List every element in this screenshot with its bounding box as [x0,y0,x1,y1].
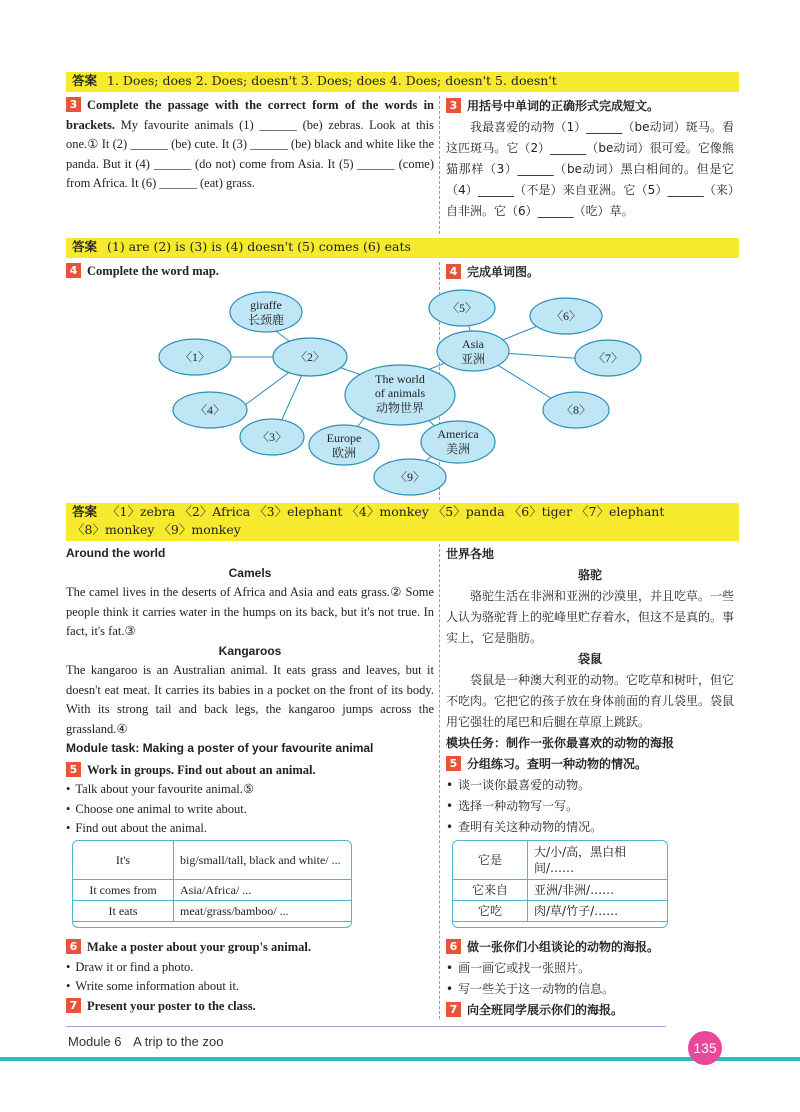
ex3-passage: My favourite animals (1) ______ (be) zebras. Look at this one.① It (2) ______ (be) cute. It (3) ______ (be) black and white like the panda. But it (4) ______ (do not) come from Asia. It (5) ______ (come) from Africa. It (6) ______ (eat) grass. [66,117,435,190]
ex4-cn [446,262,734,283]
table-cell: It comes from [73,880,174,901]
ex5-item-cn: • 谈一谈你最喜爱的动物。 [446,775,734,796]
ex6-list [66,958,434,997]
label-america-cn: 美洲 [445,442,471,456]
camels-title: Camels [228,565,272,580]
answer-label: 答案 [72,73,98,88]
label-europe-cn: 欧洲 [331,446,357,460]
ex5-list [66,780,434,839]
label-8: 〈8〉 [560,403,592,417]
table-cell: It's [73,841,174,880]
footer-band [0,1057,800,1061]
ex6-cn [446,937,734,1021]
ex5-item: • Talk about your favourite animal.⑤ [66,780,434,800]
ex6-title-cn: 做一张你们小组谈论的动物的海报。 [467,940,660,954]
table-cell: meat/grass/bamboo/ ... [174,901,352,922]
label-9: 〈9〉 [394,470,426,484]
ex5-number-cn: 5 [446,756,461,771]
ex5-table-cn [452,840,668,928]
ex3-passage-cn: 我最喜爱的动物（1）______（be动词）斑马。看这匹斑马。它（2）______（be动词）很可爱。它像熊猫那样（3）______（be动词）黑白相间的。但是它（4）______（不是）来自亚洲。它（5）______（来）自非洲。它（6）______（吃）草。 [446,120,734,218]
label-center-cn: 动物世界 [375,401,425,415]
reading-heading: Around the world [66,546,166,560]
answer-bar-2 [66,238,739,258]
ex5-item: • Choose one animal to write about. [66,800,434,820]
ex6-item-cn: • 写一些关于这一动物的信息。 [446,979,734,1000]
table-cell: 肉/草/竹子/…… [528,901,668,922]
ex5-item-cn: • 查明有关这种动物的情况。 [446,817,734,838]
camels-text: The camel lives in the deserts of Africa and Asia and eats grass.② Some people think it carries water in the humps on its back, but it's not true. In fact, it's fat.③ [66,585,434,638]
label-america-en: America [437,427,479,441]
table-cell: 大/小/高，黑白相间/…… [528,841,668,880]
ex3-title: Complete the passage with the correct form of the words in brackets. [66,98,434,132]
kangaroos-text: The kangaroo is an Australian animal. It eats grass and leaves, but it doesn't eat meat. It carries its babies in a pocket on the front of its body. With its strong tail and back legs, the kangaroo jumps across the grassland.④ [66,663,434,736]
reading-heading-cn: 世界各地 [446,547,495,561]
ex7-title: Present your poster to the class. [87,998,256,1013]
kangaroos-title-cn: 袋鼠 [577,652,602,666]
answer-label: 答案 [72,239,98,254]
ex5-item-cn: • 选择一种动物写一写。 [446,796,734,817]
ex5-title: Work in groups. Find out about an animal. [87,762,316,777]
reading-cn [446,544,734,838]
answer-bar-3 [66,503,739,541]
module-task-en: Module task: Making a poster of your favourite animal [66,741,374,755]
ex3-number: 3 [66,97,81,112]
ex3-title-cn: 用括号中单词的正确形式完成短文。 [467,99,660,113]
module-label: Module 6 [68,1034,122,1049]
answer-text-3b: 〈8〉monkey 〈9〉monkey [72,522,241,537]
word-map [0,285,800,500]
ex3-en [66,96,434,194]
label-7: 〈7〉 [592,351,624,365]
ex4-title: Complete the word map. [87,264,219,278]
ex5-list-cn [446,775,734,838]
column-divider [439,96,441,234]
table-cell: Asia/Africa/ ... [174,880,352,901]
kangaroos-title: Kangaroos [218,643,282,658]
label-center-en2: of animals [374,386,426,400]
table-cell: 它是 [453,841,528,880]
ex6-item: • Write some information about it. [66,977,434,997]
ex5-item: • Find out about the animal. [66,819,434,839]
label-giraffe-cn: 长颈鹿 [247,313,285,327]
ex5-table [72,840,352,928]
label-asia-en: Asia [462,337,484,351]
answer-text-3a: 〈1〉zebra 〈2〉Africa 〈3〉elephant 〈4〉monkey 〈5〉panda 〈6〉tiger 〈7〉elephant [107,504,665,519]
label-giraffe-en: giraffe [250,298,282,312]
label-3: 〈3〉 [256,430,288,444]
ex6-number: 6 [66,939,81,954]
reading-en [66,544,434,839]
answer-bar-1 [66,72,739,92]
ex6-item: • Draw it or find a photo. [66,958,434,978]
module-title: A trip to the zoo [133,1034,224,1049]
ex3-number-cn: 3 [446,98,461,113]
answer-label: 答案 [72,504,98,519]
ex4-number: 4 [66,263,81,278]
ex6-en [66,938,434,1016]
answer-text-1: 1. Does; does 2. Does; doesn't 3. Does; does 4. Does; doesn't 5. doesn't [107,73,557,88]
column-divider [439,544,441,1019]
ex4-title-cn: 完成单词图。 [467,265,540,279]
camels-title-cn: 骆驼 [577,568,602,582]
label-europe-en: Europe [326,431,362,445]
answer-text-2: (1) are (2) is (3) is (4) doesn't (5) comes (6) eats [107,239,411,254]
label-5: 〈5〉 [446,301,478,315]
ex3-cn [446,96,734,222]
camels-text-cn: 骆驼生活在非洲和亚洲的沙漠里，并且吃草。一些人认为骆驼背上的驼峰里贮存着水，但这不是真的。事实上，它是脂肪。 [446,589,735,645]
table-cell: 亚洲/非洲/…… [528,880,668,901]
table-cell: It eats [73,901,174,922]
ex6-item-cn: • 画一画它或找一张照片。 [446,958,734,979]
ex6-title: Make a poster about your group's animal. [87,940,311,954]
label-6: 〈6〉 [550,309,582,323]
label-asia-cn: 亚洲 [460,352,486,366]
ex6-list-cn [446,958,734,1000]
ex7-number-cn: 7 [446,1002,461,1017]
footer-rule [66,1026,666,1027]
label-2: 〈2〉 [294,350,326,364]
label-1: 〈1〉 [179,350,211,364]
module-task-cn: 模块任务：制作一张你最喜欢的动物的海报 [446,736,675,750]
label-center-en1: The world [375,372,425,386]
table-cell: big/small/tall, black and white/ ... [174,841,352,880]
table-cell: 它吃 [453,901,528,922]
ex7-title-cn: 向全班同学展示你们的海报。 [467,1003,624,1017]
ex5-title-cn: 分组练习。查明一种动物的情况。 [467,757,648,771]
ex4-en [66,262,426,282]
footer-module [68,1034,223,1049]
page-number: 135 [688,1031,722,1065]
ex6-number-cn: 6 [446,939,461,954]
label-4: 〈4〉 [194,403,226,417]
ex5-number: 5 [66,762,81,777]
ex7-number: 7 [66,998,81,1013]
ex4-number-cn: 4 [446,264,461,279]
kangaroos-text-cn: 袋鼠是一种澳大利亚的动物。它吃草和树叶，但它不吃肉。它把它的孩子放在身体前面的育儿袋里。袋鼠用它强壮的尾巴和后腿在草原上跳跃。 [446,673,735,729]
table-cell: 它来自 [453,880,528,901]
